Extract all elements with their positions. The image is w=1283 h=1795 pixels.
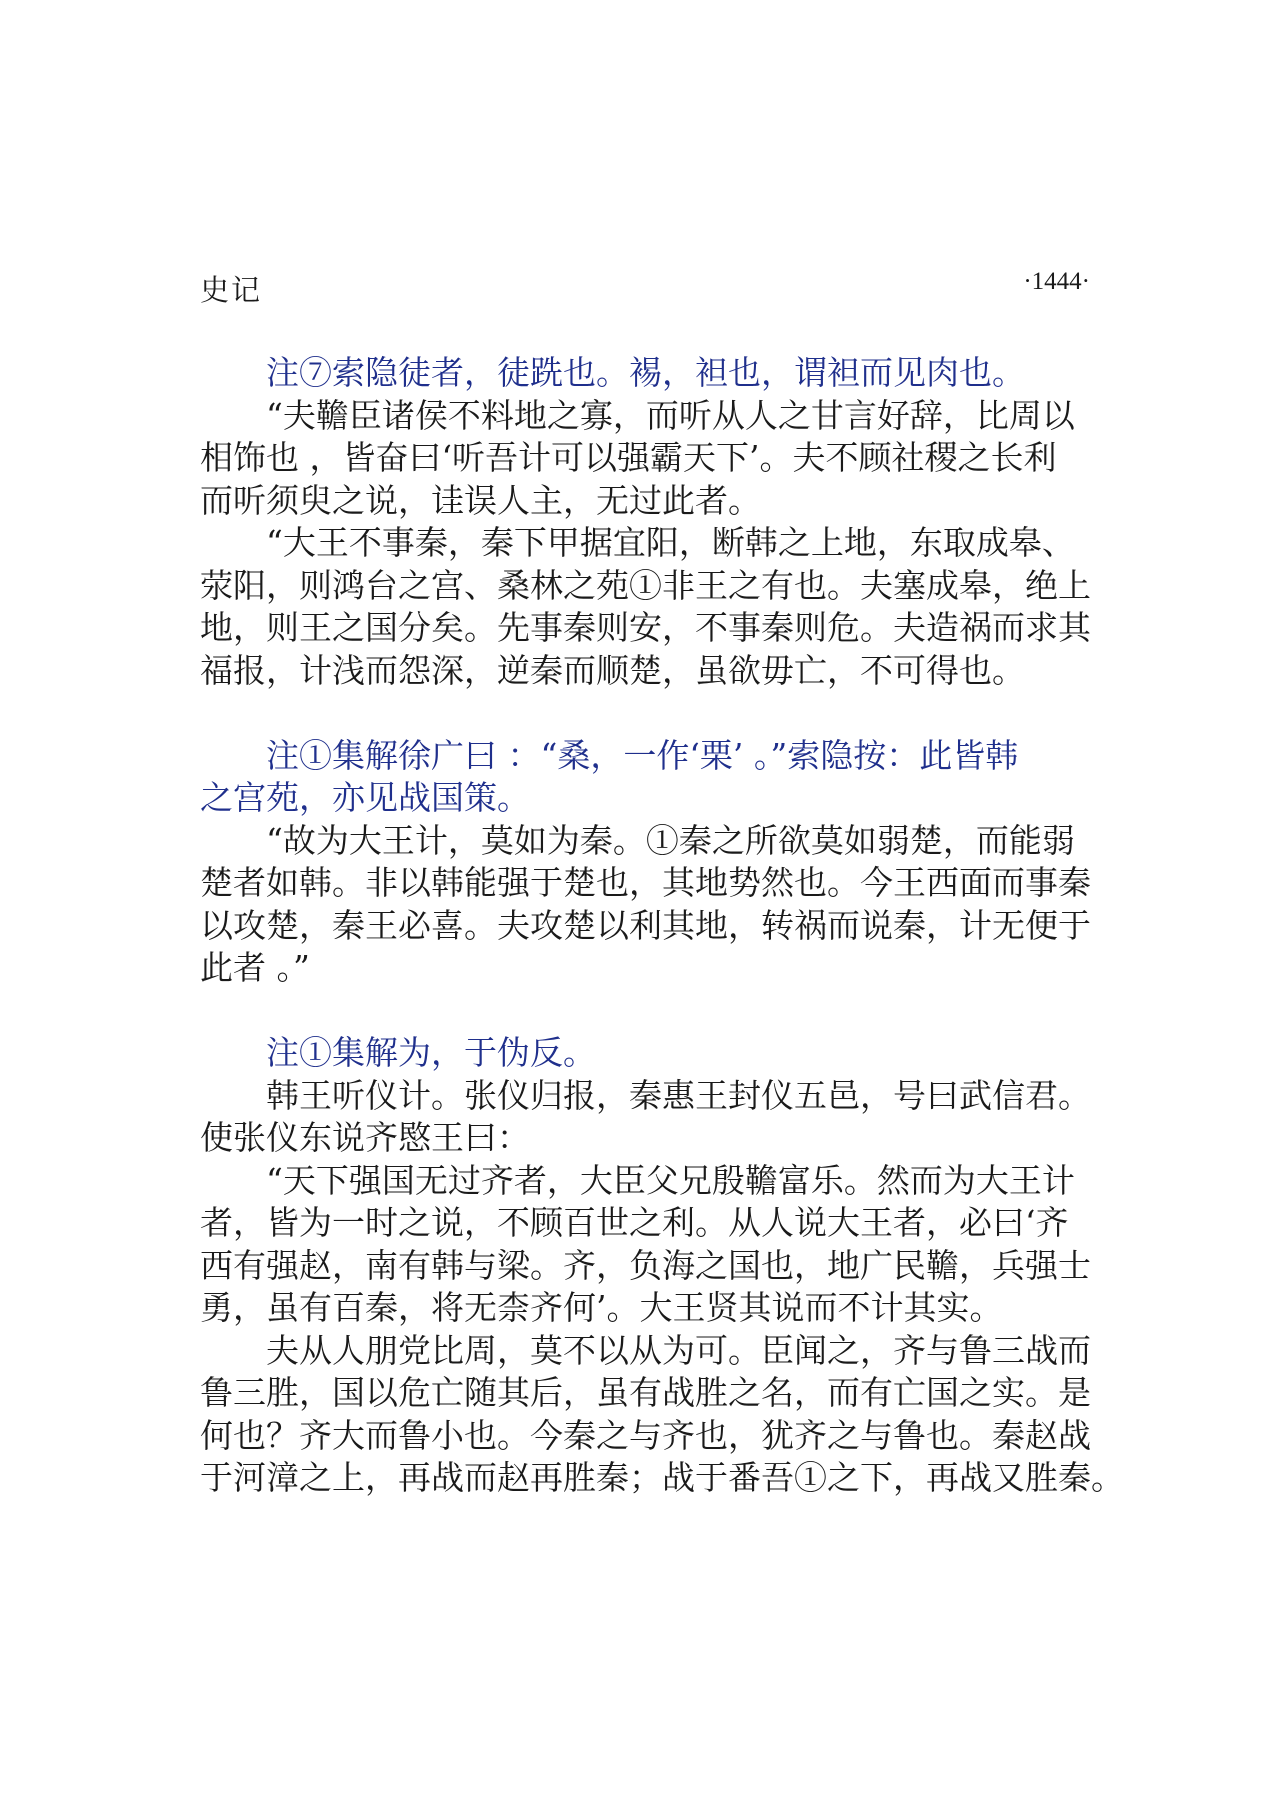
text-line: 韩王听仪计。张仪归报，秦惠王封仪五邑，号曰武信君。 (266, 1075, 1091, 1115)
body-text (200, 352, 1124, 1500)
text-line: 夫从人朋党比周，莫不以从为可。臣闻之，齐与鲁三战而 (266, 1330, 1091, 1370)
page-number: ·1444· (1023, 268, 1090, 295)
text-line: 而听须臾之说，诖误人主，无过此者。 (200, 480, 761, 520)
annotation-line: 注①集解徐广曰 ：“桑，一作‘栗’ 。”索隐按：此皆韩 (266, 735, 1019, 775)
text-line: 福报，计浅而怨深，逆秦而顺楚，虽欲毋亡，不可得也。 (200, 650, 1025, 690)
text-line: “夫韂臣诸侯不料地之寡，而听从人之甘言好辞，比周以 (266, 395, 1075, 435)
text-line: “天下强国无过齐者，大臣父兄殷韂富乐。然而为大王计 (266, 1160, 1075, 1200)
text-line: “故为大王计，莫如为秦。①秦之所欲莫如弱楚，而能弱 (266, 820, 1075, 860)
text-line: 以攻楚，秦王必喜。夫攻楚以利其地，转祸而说秦，计无便于 (200, 905, 1091, 945)
text-line: 此者 。” (200, 948, 310, 987)
text-line: 何也？齐大而鲁小也。今秦之与齐也，犹齐之与鲁也。秦赵战 (200, 1415, 1091, 1455)
page-header (200, 268, 1090, 308)
text-line: 勇，虽有百秦，将无柰齐何’。大王贤其说而不计其实。 (200, 1288, 1003, 1327)
paragraph-gap (200, 692, 1090, 735)
text-line: 西有强赵，南有韩与梁。齐，负海之国也，地广民韂，兵强士 (200, 1245, 1091, 1285)
text-line: 楚者如韩。非以韩能强于楚也，其地势然也。今王西面而事秦 (200, 863, 1091, 902)
text-line: 相饰也 ，皆奋曰‘听吾计可以强霸天下’。夫不顾社稷之长利 (200, 438, 1057, 477)
text-line: 鲁三胜，国以危亡随其后，虽有战胜之名，而有亡国之实。是 (200, 1373, 1091, 1412)
book-title: 史记 (200, 273, 263, 307)
text-line: 于河漳之上，再战而赵再胜秦；战于番吾①之下，再战又胜秦。 (200, 1458, 1124, 1497)
text-line: 使张仪东说齐愍王曰： (200, 1118, 530, 1157)
text-line: 荥阳，则鸿台之宫、桑林之苑①非王之有也。夫塞成皋，绝上 (200, 565, 1091, 605)
text-line: 地，则王之国分矣。先事秦则安，不事秦则危。夫造祸而求其 (200, 608, 1091, 647)
annotation-line: 注①集解为，于伪反。 (266, 1033, 596, 1072)
text-line: 者，皆为一时之说，不顾百世之利。从人说大王者，必曰‘齐 (200, 1203, 1069, 1242)
annotation-line: 之宫苑，亦见战国策。 (200, 778, 530, 817)
annotation-line: 注⑦索隐徒者，徒跣也。裼，袒也，谓袒而见肉也。 (266, 353, 1025, 392)
text-line: “大王不事秦，秦下甲据宜阳，断韩之上地，东取成皋、 (266, 523, 1075, 562)
paragraph-gap (200, 990, 1090, 1033)
